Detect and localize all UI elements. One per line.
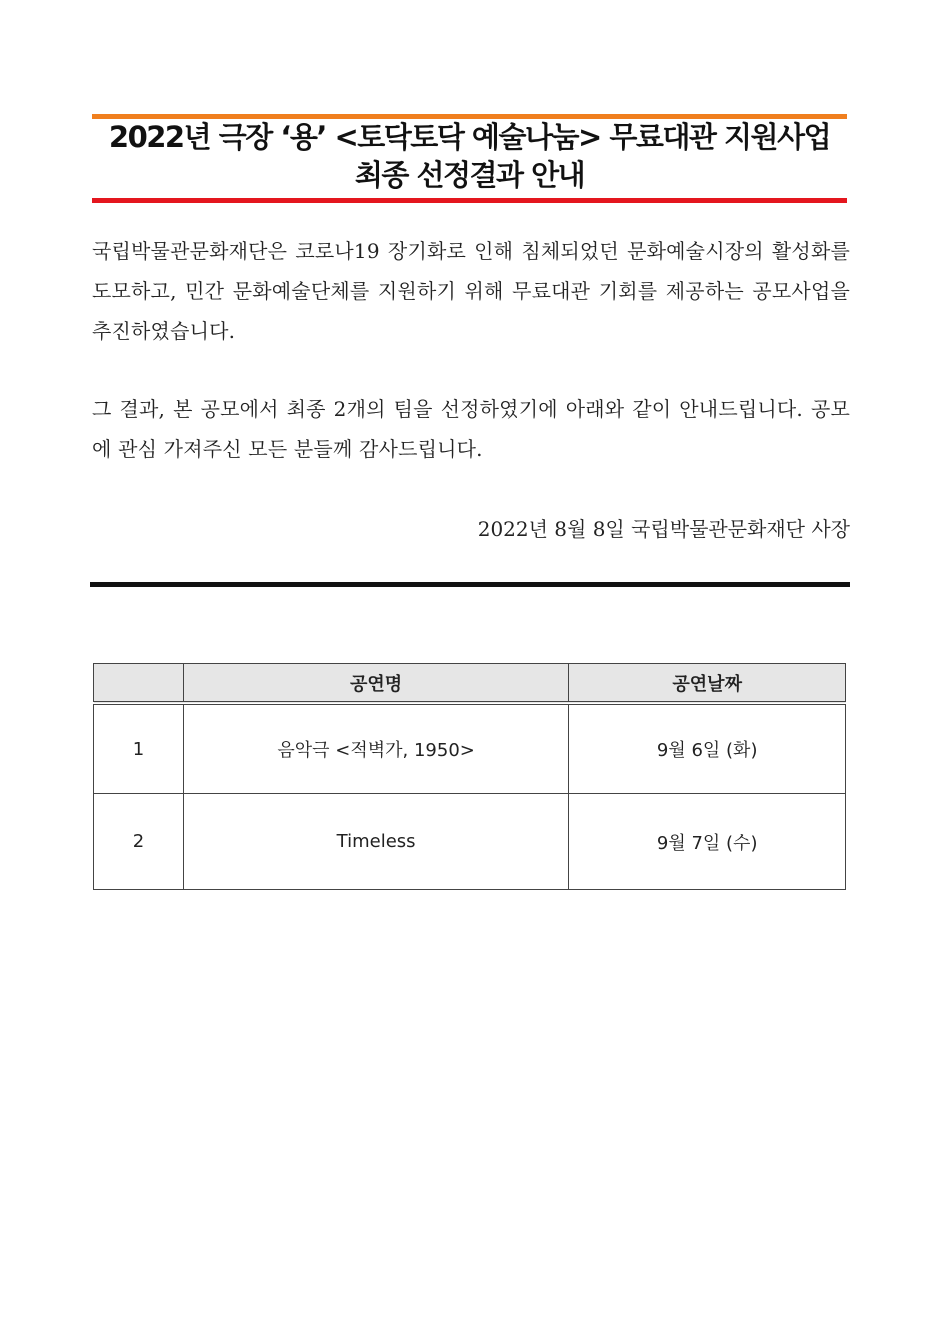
row-number: 2 (94, 794, 184, 890)
title-bottom-bar (92, 198, 847, 203)
header-number (94, 664, 184, 704)
header-performance-title: 공연명 (183, 664, 569, 704)
section-divider (90, 582, 850, 587)
performance-date: 9월 7일 (수) (569, 794, 846, 890)
table-row (94, 794, 846, 890)
result-paragraph: 그 결과, 본 공모에서 최종 2개의 팀을 선정하였기에 아래와 같이 안내드립니다. 공모에 관심 가져주신 모든 분들께 감사드립니다. (92, 397, 850, 461)
page-title (92, 118, 847, 194)
title-line-1: 2022년 극장 ‘용’ <토닥토닥 예술나눔> 무료대관 지원사업 (108, 120, 831, 154)
row-number: 1 (94, 703, 184, 794)
table-row (94, 703, 846, 794)
performance-title: 음악극 <적벽가, 1950> (183, 703, 569, 794)
results-table (93, 663, 846, 890)
title-line-2: 최종 선정결과 안내 (354, 158, 585, 192)
performance-date: 9월 6일 (화) (569, 703, 846, 794)
date-signature: 2022년 8월 8일 국립박물관문화재단 사장 (477, 517, 850, 541)
intro-paragraph: 국립박물관문화재단은 코로나19 장기화로 인해 침체되었던 문화예술시장의 활성화를 도모하고, 민간 문화예술단체를 지원하기 위해 무료대관 기회를 제공하는 공모사업을 추진하였습니다. (92, 239, 850, 343)
table-header-row (94, 664, 846, 704)
header-performance-date: 공연날짜 (569, 664, 846, 704)
performance-title: Timeless (183, 794, 569, 890)
